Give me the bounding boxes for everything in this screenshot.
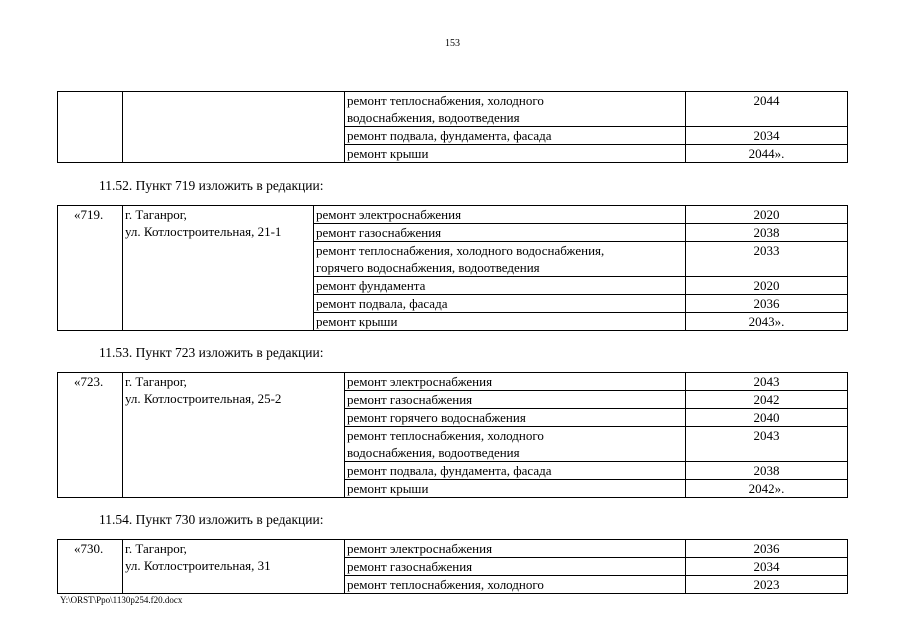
year-cell: 2034 xyxy=(686,127,848,145)
work-cell: ремонт крыши xyxy=(345,145,686,163)
item-number: «723. xyxy=(58,373,123,498)
work-cell: ремонт крыши xyxy=(345,480,686,498)
address-cell: г. Таганрог, ул. Котлостроительная, 21-1 xyxy=(123,206,314,331)
work-cell: ремонт горячего водоснабжения xyxy=(345,409,686,427)
work-cell: ремонт подвала, фасада xyxy=(314,295,686,313)
work-cell: ремонт теплоснабжения, холодного xyxy=(345,576,686,594)
work-cell: ремонт теплоснабжения, холодного водоснабжения, водоотведения xyxy=(345,427,686,462)
section-heading: 11.53. Пункт 723 изложить в редакции: xyxy=(99,345,324,360)
year-cell: 2043 xyxy=(686,373,848,391)
item-730-table xyxy=(57,539,848,594)
work-cell: ремонт теплоснабжения, холодного водоснабжения, водоотведения xyxy=(345,92,686,127)
year-cell: 2020 xyxy=(686,277,848,295)
work-cell: ремонт газоснабжения xyxy=(345,558,686,576)
year-cell: 2038 xyxy=(686,224,848,242)
year-cell: 2044». xyxy=(686,145,848,163)
footer-file-path: Y:\ORST\Ppo\1130p254.f20.docx xyxy=(60,595,183,605)
table-row xyxy=(58,540,848,558)
table-row xyxy=(58,373,848,391)
work-cell: ремонт электроснабжения xyxy=(314,206,686,224)
section-heading: 11.54. Пункт 730 изложить в редакции: xyxy=(99,512,324,527)
year-cell: 2036 xyxy=(686,540,848,558)
year-cell: 2042». xyxy=(686,480,848,498)
work-cell: ремонт газоснабжения xyxy=(345,391,686,409)
work-cell: ремонт подвала, фундамента, фасада xyxy=(345,462,686,480)
section-heading: 11.52. Пункт 719 изложить в редакции: xyxy=(99,178,324,193)
item-number: «730. xyxy=(58,540,123,594)
table-row xyxy=(58,206,848,224)
work-cell: ремонт электроснабжения xyxy=(345,540,686,558)
address-cell xyxy=(123,92,345,163)
work-cell: ремонт газоснабжения xyxy=(314,224,686,242)
work-cell: ремонт теплоснабжения, холодного водоснабжения, горячего водоснабжения, водоотведения xyxy=(314,242,686,277)
work-cell: ремонт электроснабжения xyxy=(345,373,686,391)
work-cell: ремонт подвала, фундамента, фасада xyxy=(345,127,686,145)
address-cell: г. Таганрог, ул. Котлостроительная, 25-2 xyxy=(123,373,345,498)
year-cell: 2033 xyxy=(686,242,848,277)
year-cell: 2034 xyxy=(686,558,848,576)
address-cell: г. Таганрог, ул. Котлостроительная, 31 xyxy=(123,540,345,594)
page-number: 153 xyxy=(445,38,460,49)
work-cell: ремонт крыши xyxy=(314,313,686,331)
year-cell: 2043 xyxy=(686,427,848,462)
item-number: «719. xyxy=(58,206,123,331)
year-cell: 2043». xyxy=(686,313,848,331)
year-cell: 2038 xyxy=(686,462,848,480)
continuation-table xyxy=(57,91,848,163)
year-cell: 2044 xyxy=(686,92,848,127)
item-723-table xyxy=(57,372,848,498)
table-row xyxy=(58,92,848,127)
year-cell: 2023 xyxy=(686,576,848,594)
item-719-table xyxy=(57,205,848,331)
year-cell: 2042 xyxy=(686,391,848,409)
work-cell: ремонт фундамента xyxy=(314,277,686,295)
year-cell: 2036 xyxy=(686,295,848,313)
year-cell: 2040 xyxy=(686,409,848,427)
number-cell xyxy=(58,92,123,163)
year-cell: 2020 xyxy=(686,206,848,224)
